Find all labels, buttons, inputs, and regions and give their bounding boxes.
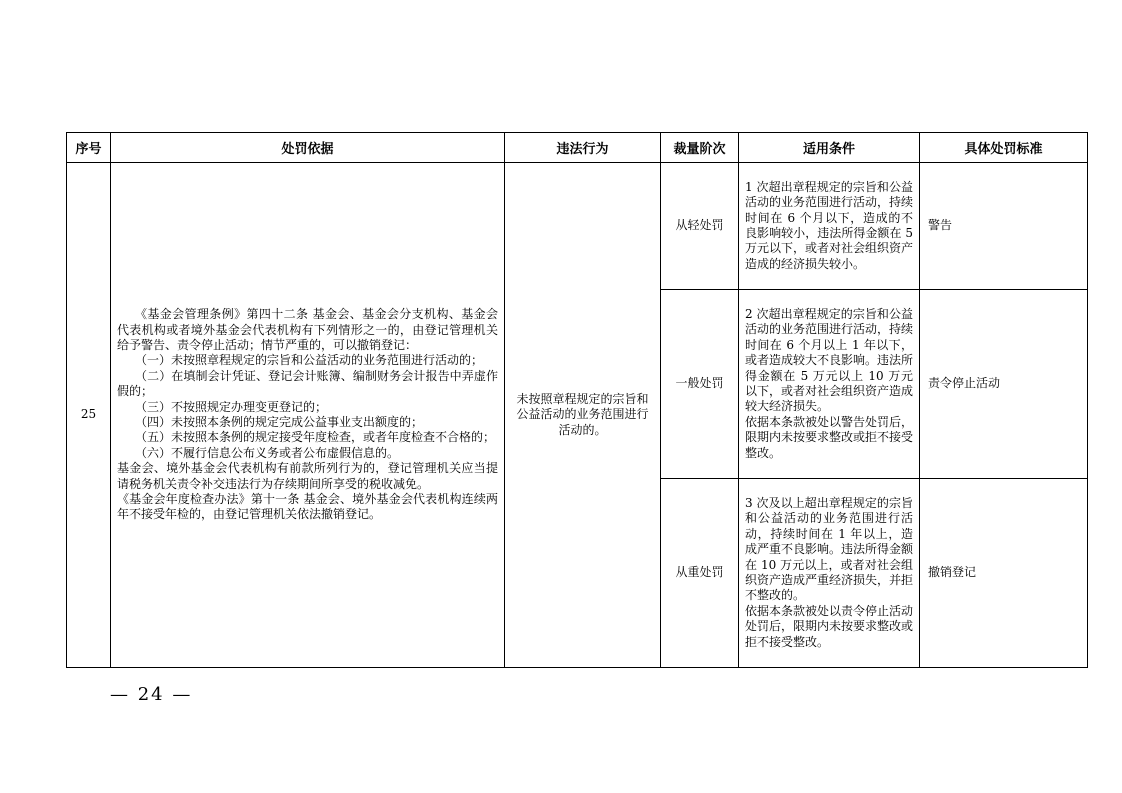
basis-paragraph: （三）不按照规定办理变更登记的；	[135, 399, 328, 414]
condition-light	[739, 163, 920, 290]
condition-normal	[739, 290, 920, 479]
condition-heavy	[739, 479, 920, 668]
table-row	[67, 163, 1088, 290]
basis-paragraph: （六）不履行信息公布义务或者公布虚假信息的。	[135, 445, 400, 460]
level-light: 从轻处罚	[661, 163, 739, 290]
header-seq: 序号	[67, 133, 111, 163]
header-condition: 适用条件	[739, 133, 920, 163]
basis-paragraph: 《基金会年度检查办法》第十一条 基金会、境外基金会代表机构连续两年不接受年检的，由登记管理机关依法撤销登记。	[117, 492, 498, 522]
violation-act-cell: 未按照章程规定的宗旨和公益活动的业务范围进行活动的。	[505, 163, 661, 668]
level-heavy: 从重处罚	[661, 479, 739, 668]
header-standard: 具体处罚标准	[920, 133, 1088, 163]
basis-paragraph: 基金会、境外基金会代表机构有前款所列行为的，登记管理机关应当提请税务机关责令补交违法行为存续期间所享受的税收减免。	[117, 461, 498, 491]
penalty-basis-cell	[111, 163, 505, 668]
page-number: — 24 —	[110, 684, 193, 705]
condition-paragraph: 依据本条款被处以责令停止活动处罚后，限期内未按要求整改或拒不接受整改。	[745, 603, 914, 649]
standard-heavy: 撤销登记	[920, 479, 1088, 668]
condition-paragraph: 1 次超出章程规定的宗旨和公益活动的业务范围进行活动，持续时间在 6 个月以下，造成的不良影响较小，违法所得金额在 5 万元以下，或者对社会组织资产造成的经济损失较小。	[745, 179, 914, 271]
basis-paragraph: （五）未按照本条例的规定接受年度检查，或者年度检查不合格的；	[135, 430, 496, 445]
condition-paragraph: 3 次及以上超出章程规定的宗旨和公益活动的业务范围进行活动，持续时间在 1 年以上，造成严重不良影响。违法所得金额在 10 万元以上，或者对社会组织资产造成严重经济损失，并拒不整改的。	[745, 495, 914, 603]
table-header-row	[67, 133, 1088, 163]
standard-normal: 责令停止活动	[920, 290, 1088, 479]
row-seq: 25	[67, 163, 111, 668]
basis-paragraph: （四）未按照本条例的规定完成公益事业支出额度的；	[135, 415, 424, 429]
standard-light: 警告	[920, 163, 1088, 290]
condition-paragraph: 依据本条款被处以警告处罚后，限期内未按要求整改或拒不接受整改。	[745, 414, 914, 460]
header-basis: 处罚依据	[111, 133, 505, 163]
penalty-table	[66, 132, 1088, 668]
level-normal: 一般处罚	[661, 290, 739, 479]
basis-paragraph: （一）未按照章程规定的宗旨和公益活动的业务范围进行活动的；	[135, 353, 484, 368]
basis-paragraph: 《基金会管理条例》第四十二条 基金会、基金会分支机构、基金会代表机构或者境外基金会代表机构有下列情形之一的，由登记管理机关给予警告、责令停止活动；情节严重的，可以撤销登记：	[117, 307, 498, 352]
basis-paragraph: （二）在填制会计凭证、登记会计账簿、编制财务会计报告中弄虚作假的；	[117, 368, 498, 399]
condition-paragraph: 2 次超出章程规定的宗旨和公益活动的业务范围进行活动，持续时间在 6 个月以上 1 年以下，或者造成较大不良影响。违法所得金额在 5 万元以上 10 万元以下，或者对社会组织资产造成较大经济损失。	[745, 306, 914, 414]
header-act: 违法行为	[505, 133, 661, 163]
header-level: 裁量阶次	[661, 133, 739, 163]
